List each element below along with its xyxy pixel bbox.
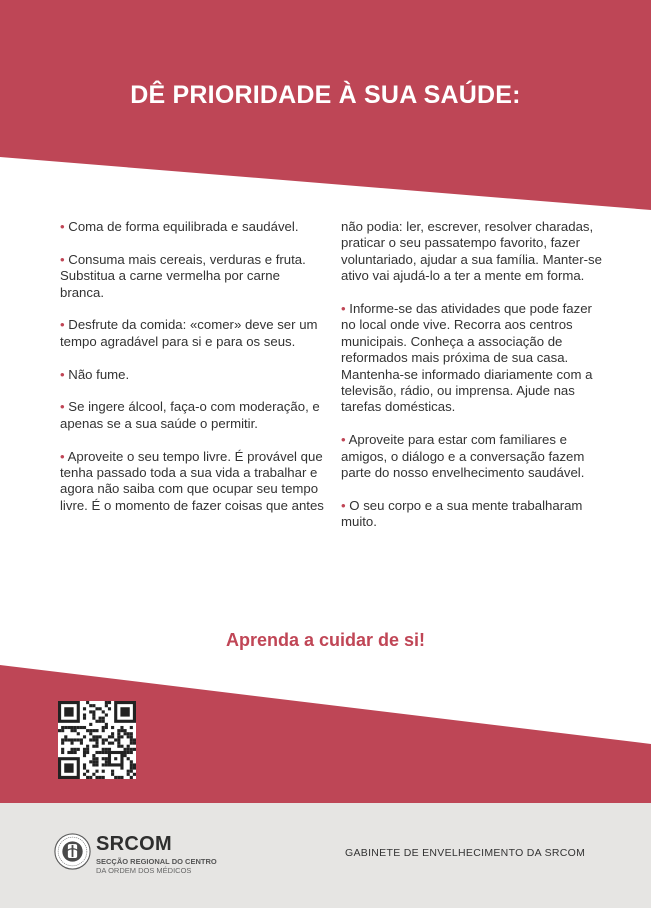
list-item-text: Desfrute da comida: «comer» deve ser um tempo agradável para si e para os seus. bbox=[60, 317, 318, 349]
list-item bbox=[341, 301, 609, 416]
column-left bbox=[60, 219, 326, 531]
list-item bbox=[60, 252, 326, 301]
list-item bbox=[60, 317, 326, 350]
bullet-icon: • bbox=[60, 251, 65, 267]
footer-department: GABINETE DE ENVELHECIMENTO DA SRCOM bbox=[345, 847, 586, 859]
list-item-text: O seu corpo e a sua mente trabalharam muito. bbox=[341, 497, 583, 530]
column-right bbox=[341, 219, 609, 547]
tagline: Aprenda a cuidar de si! bbox=[225, 630, 426, 650]
list-item-text: Não fume. bbox=[68, 366, 130, 382]
list-item bbox=[341, 432, 609, 481]
bullet-icon: • bbox=[341, 301, 346, 317]
logo-seal-icon bbox=[54, 833, 91, 870]
bullet-icon: • bbox=[60, 399, 65, 415]
qr-code-icon[interactable] bbox=[58, 701, 136, 779]
logo-name: SRCOM bbox=[96, 833, 172, 855]
list-item-text: Consuma mais cereais, verduras e fruta. Substitua a carne vermelha por carne branca. bbox=[60, 251, 306, 300]
bullet-icon: • bbox=[60, 366, 65, 382]
list-item bbox=[341, 498, 609, 531]
page-title: DÊ PRIORIDADE À SUA SAÚDE: bbox=[130, 81, 521, 109]
bullet-icon: • bbox=[60, 219, 65, 234]
logo-subtitle: SECÇÃO REGIONAL DO CENTRO bbox=[96, 857, 217, 866]
bullet-icon: • bbox=[341, 432, 346, 448]
list-item bbox=[60, 449, 326, 515]
list-item-text: Se ingere álcool, faça-o com moderação, e apenas se a sua saúde o permitir. bbox=[60, 399, 320, 431]
bullet-icon: • bbox=[60, 317, 65, 333]
list-item bbox=[341, 219, 609, 285]
list-item-text: Coma de forma equilibrada e saudável. bbox=[68, 219, 299, 234]
list-item bbox=[60, 399, 326, 432]
list-item-text: Aproveite o seu tempo livre. É provável que tenha passado toda a sua vida a trabalhar e agora não saiba com que ocupar seu tempo livre. É o momento de fazer coisas que antes bbox=[60, 448, 324, 513]
list-item-text: Aproveite para estar com familiares e amigos, o diálogo e a conversação fazem parte do nosso envelhecimento saudável. bbox=[341, 432, 585, 481]
list-item bbox=[60, 219, 326, 235]
list-item-text: Informe-se das atividades que pode fazer no local onde vive. Recorra aos centros municipais. Conheça a associação de reformados mais próxima de sua casa. Mantenha-se informado diariamente com a televisão, rádio, ou imprensa. Ajude nas tarefas domésticas. bbox=[341, 301, 593, 415]
logo-subtitle-2: DA ORDEM DOS MÉDICOS bbox=[96, 866, 192, 875]
bullet-icon: • bbox=[60, 448, 65, 464]
list-item-text: não podia: ler, escrever, resolver charadas, praticar o seu passatempo favorito, fazer voluntariado, ajudar a sua família. Manter-se ativo vai ajudá-lo a ter a mente em forma. bbox=[341, 219, 602, 284]
list-item bbox=[60, 367, 326, 383]
bullet-icon: • bbox=[341, 497, 346, 513]
